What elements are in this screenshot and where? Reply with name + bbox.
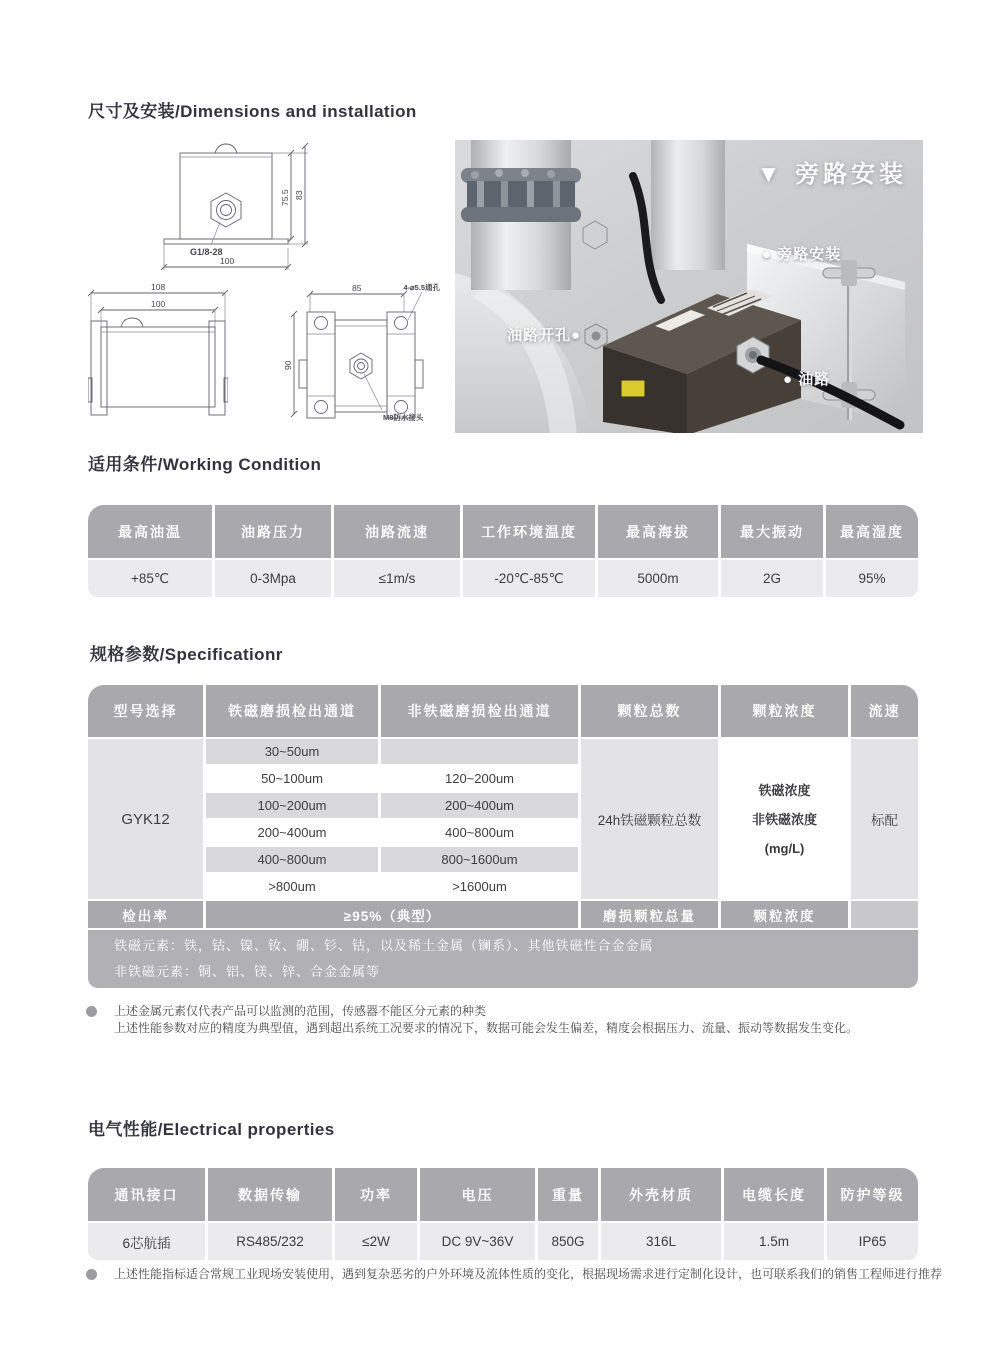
el-header: 外壳材质: [601, 1168, 721, 1221]
detection-wear-total: 磨损颗粒总量: [581, 901, 718, 928]
dim-back-height: 90: [283, 360, 293, 370]
dim-back-width: 85: [352, 283, 362, 293]
ferro-channel: 50~100um: [206, 766, 378, 791]
specification-table: [88, 685, 918, 988]
el-header: 重量: [538, 1168, 598, 1221]
drawing-back-view: [252, 282, 440, 428]
wc-value: +85℃: [88, 560, 212, 597]
specification-note: [86, 1003, 966, 1037]
nonferro-channel: 120~200um: [381, 766, 578, 791]
dim-height-outer: 83: [294, 190, 304, 200]
ferro-channel: >800um: [206, 874, 378, 899]
dim-width-outer: 108: [151, 283, 166, 292]
wc-value: 0-3Mpa: [215, 560, 331, 597]
el-header: 功率: [335, 1168, 417, 1221]
wc-header: 最高湿度: [826, 505, 918, 558]
dim-connector-label: M8防水接头: [383, 413, 424, 422]
dimensions-title: 尺寸及安装/Dimensions and installation: [88, 102, 417, 121]
detection-concentration: 颗粒浓度: [721, 901, 848, 928]
element-footer: [88, 930, 918, 988]
wc-value: 2G: [721, 560, 823, 597]
el-value: 1.5m: [724, 1223, 824, 1260]
el-value: IP65: [827, 1223, 918, 1260]
el-header: 电压: [420, 1168, 535, 1221]
spec-header: 非铁磁磨损检出通道: [381, 685, 578, 737]
label-oil-hole: 油路开孔●: [507, 327, 582, 344]
spec-model: GYK12: [88, 739, 203, 899]
specification-title: 规格参数/Specificationr: [90, 645, 283, 664]
concentration-line: 非铁磁浓度: [751, 811, 817, 827]
particle-total-cell: 24h铁磁颗粒总数: [581, 739, 718, 899]
electrical-table: [88, 1168, 918, 1260]
spec-header: 型号选择: [88, 685, 203, 737]
dim-width: 100: [220, 256, 235, 266]
dim-height-inner: 75.5: [280, 189, 290, 206]
el-header: 电缆长度: [724, 1168, 824, 1221]
flow-cell: 标配: [851, 739, 918, 899]
wc-header: 最高海拔: [598, 505, 718, 558]
dim-thread-label: G1/8-28: [190, 247, 223, 257]
detection-value: ≥95%（典型）: [206, 901, 578, 928]
drawing-front-view: [92, 140, 427, 282]
label-oil-line: ● 油路: [783, 371, 831, 388]
working-condition-title: 适用条件/Working Condition: [88, 455, 322, 474]
wc-value: -20℃-85℃: [463, 560, 595, 597]
nonferro-channel: >1600um: [381, 874, 578, 899]
spec-header: 颗粒浓度: [721, 685, 848, 737]
el-header: 数据传输: [208, 1168, 332, 1221]
concentration-line: (mg/L): [764, 840, 805, 856]
wc-value: 5000m: [598, 560, 718, 597]
detection-empty-cell: [851, 901, 918, 928]
working-condition-table: [88, 505, 918, 597]
bullet-icon: [86, 1006, 97, 1017]
ferro-channel: 30~50um: [206, 739, 378, 764]
ferro-channel: 400~800um: [206, 847, 378, 872]
wc-value: 95%: [826, 560, 918, 597]
spec-note-line: 上述金属元素仅代表产品可以监测的范围，传感器不能区分元素的种类: [114, 1004, 487, 1018]
dim-holes-label: 4-⌀5.5通孔: [403, 283, 440, 292]
bullet-icon: [86, 1269, 97, 1280]
el-value: RS485/232: [208, 1223, 332, 1260]
back-pipe: [651, 140, 725, 270]
nonferro-channel: 400~800um: [381, 820, 578, 845]
spec-note-line: 上述性能参数对应的精度为典型值，遇到超出系统工况要求的情况下，数据可能会发生偏差，精度会根据压力、流量、振动等数据发生变化。: [114, 1021, 859, 1035]
el-value: ≤2W: [335, 1223, 417, 1260]
ferro-channel: 100~200um: [206, 793, 378, 818]
wc-header: 工作环境温度: [463, 505, 595, 558]
wc-header: 油路压力: [215, 505, 331, 558]
product-photo: [455, 140, 923, 433]
drawing-side-view: [88, 283, 228, 423]
dim-width-inner: 100: [151, 299, 166, 309]
nonferro-channel: 200~400um: [381, 793, 578, 818]
el-header: 通讯接口: [88, 1168, 205, 1221]
el-note-line: 上述性能指标适合常规工业现场安装使用，遇到复杂恶劣的户外环境及流体性质的变化，根据现场需求进行定制化设计，也可联系我们的销售工程师进行推荐: [114, 1267, 943, 1281]
wc-header: 油路流速: [334, 505, 460, 558]
el-value: 850G: [538, 1223, 598, 1260]
photo-caption: ▼ 旁路安装: [756, 161, 907, 188]
nonferro-channel: [381, 739, 578, 764]
label-bypass-install: ● 旁路安装: [762, 246, 842, 263]
wc-header: 最高油温: [88, 505, 212, 558]
concentration-cell: [721, 739, 848, 899]
el-value: 316L: [601, 1223, 721, 1260]
nonferro-elements-line: 非铁磁元素：铜、铝、镁、锌、合金金属等: [114, 964, 381, 979]
spec-header: 颗粒总数: [581, 685, 718, 737]
ferro-elements-line: 铁磁元素：铁，钴、镍、钕、硼、钐、钴，以及稀土金属（镧系）、其他铁磁性合金金属: [114, 938, 654, 953]
spec-header: 流速: [851, 685, 918, 737]
electrical-title: 电气性能/Electrical properties: [88, 1120, 335, 1139]
wc-header: 最大振动: [721, 505, 823, 558]
wc-value: ≤1m/s: [334, 560, 460, 597]
spec-header: 铁磁磨损检出通道: [206, 685, 378, 737]
el-value: 6芯航插: [88, 1223, 205, 1260]
nonferro-channel: 800~1600um: [381, 847, 578, 872]
el-value: DC 9V~36V: [420, 1223, 535, 1260]
el-header: 防护等级: [827, 1168, 918, 1221]
electrical-note: [86, 1266, 966, 1283]
concentration-line: 铁磁浓度: [758, 782, 811, 798]
detection-label: 检出率: [88, 901, 203, 928]
ferro-channel: 200~400um: [206, 820, 378, 845]
